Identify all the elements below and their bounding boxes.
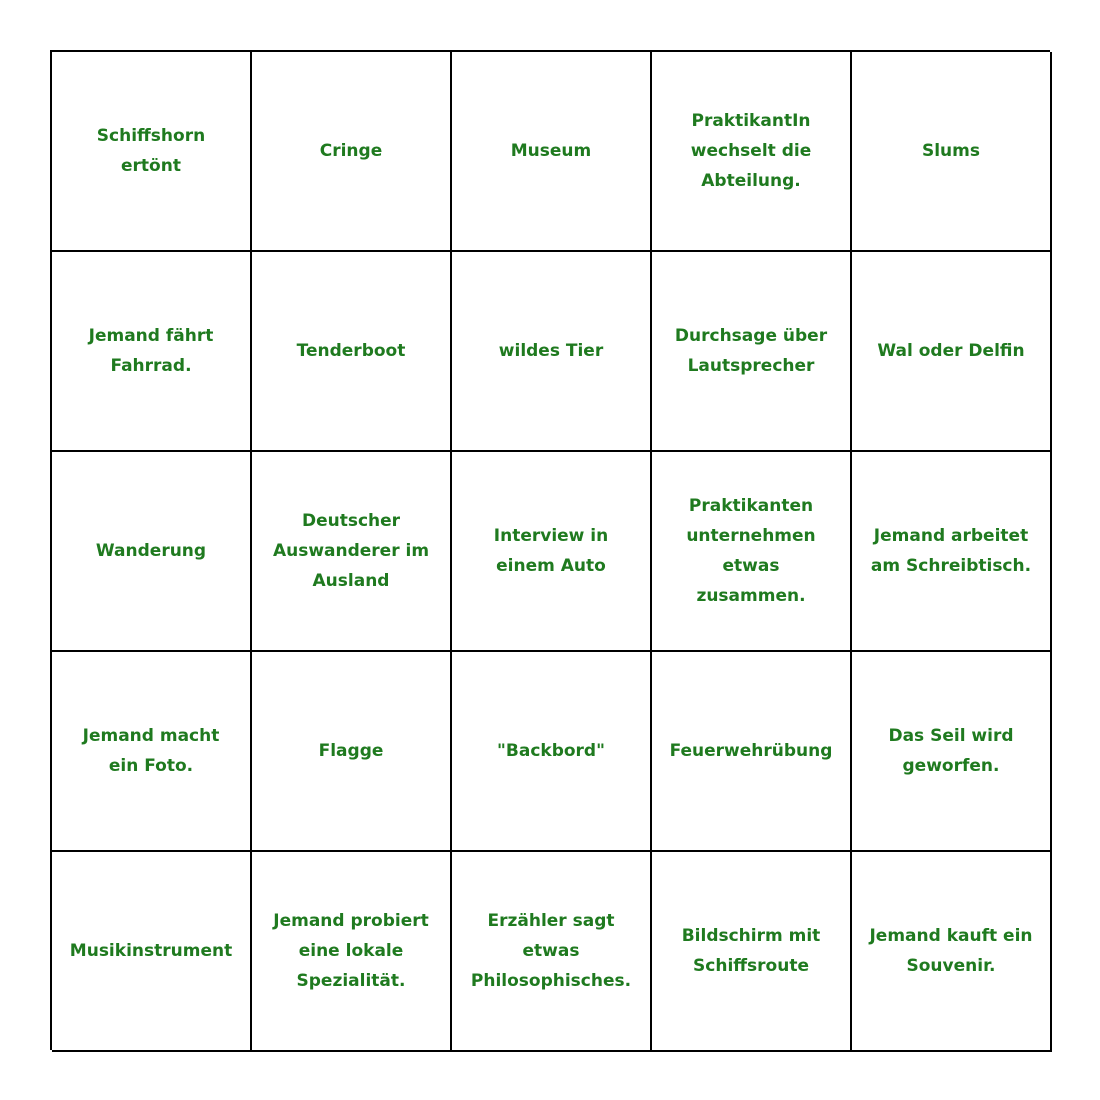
bingo-cell-label: Flagge — [318, 741, 384, 761]
bingo-cell[interactable] — [652, 452, 852, 652]
bingo-cell-label: Wal oder Delfin — [877, 341, 1025, 361]
bingo-cell[interactable] — [252, 52, 452, 252]
bingo-cell-label: PraktikantIn wechselt die Abteilung. — [690, 111, 812, 191]
bingo-cell-label: Schiffshorn ertönt — [96, 126, 206, 176]
bingo-cell-label: "Backbord" — [497, 741, 605, 761]
bingo-cell[interactable] — [252, 852, 452, 1052]
bingo-cell-label: Interview in einem Auto — [493, 526, 609, 576]
bingo-cell-label: Jemand probiert eine lokale Spezialität. — [273, 911, 429, 991]
bingo-cell[interactable] — [652, 252, 852, 452]
bingo-cell-label: Jemand macht ein Foto. — [82, 726, 220, 776]
bingo-cell[interactable] — [652, 852, 852, 1052]
bingo-cell-label: Wanderung — [95, 541, 207, 561]
bingo-cell-label: Erzähler sagt etwas Philosophisches. — [470, 911, 632, 991]
bingo-cell-label: Das Seil wird geworfen. — [888, 726, 1014, 776]
bingo-cell[interactable] — [52, 852, 252, 1052]
bingo-cell[interactable] — [52, 652, 252, 852]
bingo-cell[interactable] — [452, 452, 652, 652]
bingo-cell[interactable] — [852, 52, 1052, 252]
bingo-cell-label: Jemand kauft ein Souvenir. — [869, 926, 1033, 976]
bingo-cell[interactable] — [252, 452, 452, 652]
bingo-cell[interactable] — [52, 452, 252, 652]
bingo-cell[interactable] — [652, 652, 852, 852]
bingo-cell-label: Deutscher Auswanderer im Ausland — [272, 511, 430, 591]
bingo-cell-label: Slums — [921, 141, 980, 161]
bingo-cell[interactable] — [52, 252, 252, 452]
bingo-cell-label: wildes Tier — [498, 341, 604, 361]
bingo-cell-label: Musikinstrument — [69, 941, 233, 961]
bingo-cell-label: Bildschirm mit Schiffsroute — [681, 926, 821, 976]
bingo-cell-label: Feuerwehrübung — [669, 741, 833, 761]
bingo-cell-label: Praktikanten unternehmen etwas zusammen. — [686, 496, 816, 606]
bingo-cell[interactable] — [452, 652, 652, 852]
bingo-cell[interactable] — [52, 52, 252, 252]
bingo-cell[interactable] — [252, 652, 452, 852]
bingo-board — [50, 50, 1050, 1050]
bingo-cell[interactable] — [852, 452, 1052, 652]
bingo-cell-label: Jemand arbeitet am Schreibtisch. — [870, 526, 1032, 576]
bingo-cell[interactable] — [652, 52, 852, 252]
bingo-cell-label: Tenderboot — [296, 341, 406, 361]
bingo-cell-label: Cringe — [319, 141, 383, 161]
bingo-cell[interactable] — [852, 852, 1052, 1052]
bingo-cell-label: Durchsage über Lautsprecher — [674, 326, 828, 376]
bingo-cell[interactable] — [852, 652, 1052, 852]
bingo-cell[interactable] — [452, 852, 652, 1052]
bingo-cell[interactable] — [252, 252, 452, 452]
bingo-cell[interactable] — [452, 52, 652, 252]
bingo-cell[interactable] — [452, 252, 652, 452]
bingo-cell-label: Museum — [510, 141, 592, 161]
bingo-cell-label: Jemand fährt Fahrrad. — [88, 326, 214, 376]
bingo-cell[interactable] — [852, 252, 1052, 452]
